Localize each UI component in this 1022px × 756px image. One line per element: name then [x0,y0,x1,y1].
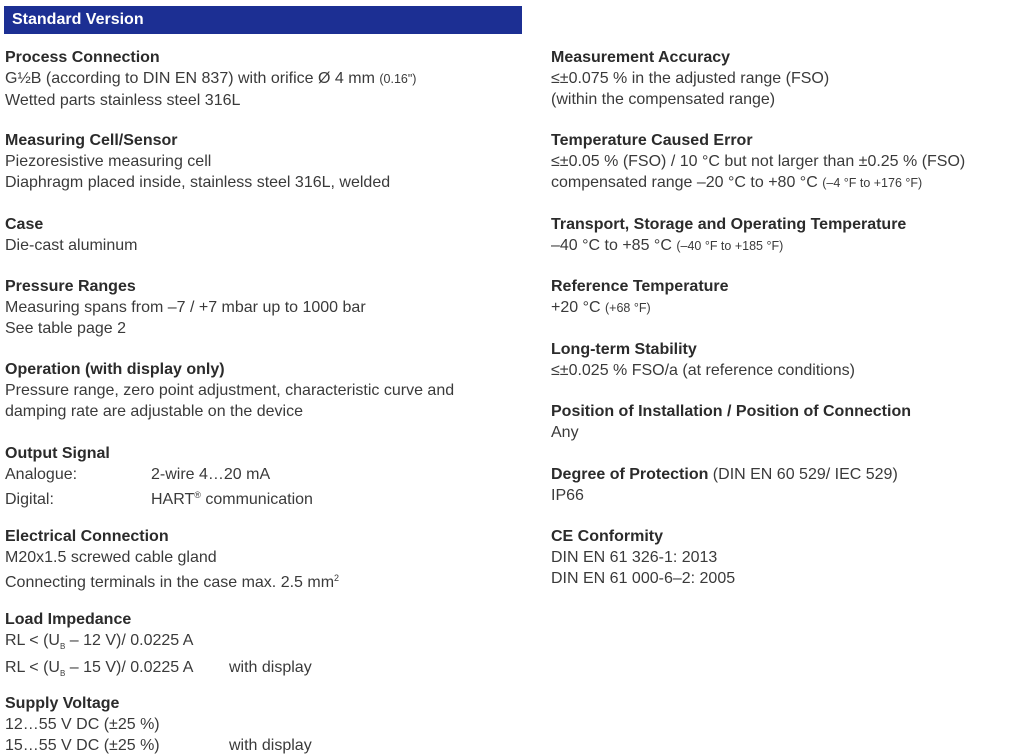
section-banner: Standard Version [4,6,522,34]
analogue-value: 2-wire 4…20 mA [151,466,271,483]
supply-voltage-section [5,693,535,756]
section-line: 12…55 V DC (±25 %) [5,716,160,733]
section-line: Measuring spans from –7 / +7 mbar up to 1000 bar [5,299,366,316]
section-line: Any [551,424,579,441]
section-line [5,464,535,485]
section-line: Pressure range, zero point adjustment, characteristic curve and [5,382,455,399]
temp-error-section [551,130,1021,194]
imperial-value: (+68 °F) [605,301,651,315]
standard-reference: (DIN EN 60 529/ IEC 529) [708,466,898,483]
section-line [5,735,535,756]
section-line: ≤±0.075 % in the adjusted range (FSO) [551,70,830,87]
section-line: Wetted parts stainless steel 316L [5,92,241,109]
section-heading: Process Connection [5,49,160,66]
imperial-value: (–4 °F to +176 °F) [822,176,923,190]
operation-section [5,359,535,422]
section-heading: Long-term Stability [551,341,697,358]
text: Connecting terminals in the case max. 2.5 mm [5,574,335,591]
section-heading: CE Conformity [551,528,663,545]
section-line: DIN EN 61 326-1: 2013 [551,549,718,566]
section-line: Piezoresistive measuring cell [5,153,212,170]
section-line [5,657,535,684]
output-signal-section [5,443,535,510]
text: +20 °C [551,299,601,316]
section-heading: Temperature Caused Error [551,132,753,149]
section-heading: Transport, Storage and Operating Temperature [551,216,907,233]
analogue-label: Analogue: [5,466,78,483]
imperial-value: (0.16") [379,72,417,86]
section-line: DIN EN 61 000-6–2: 2005 [551,570,736,587]
protection-section [551,464,1021,506]
stability-section [551,339,1021,381]
section-line: ≤±0.025 % FSO/a (at reference conditions) [551,362,855,379]
section-line: ≤±0.05 % (FSO) / 10 °C but not larger than ±0.25 % (FSO) [551,153,966,170]
section-line [551,297,1021,319]
digital-value-suffix: communication [200,491,313,508]
section-line [5,568,535,593]
section-line: IP66 [551,487,584,504]
section-heading: Electrical Connection [5,528,169,545]
superscript: 2 [334,573,340,583]
load-impedance-section [5,609,535,684]
section-line [5,68,535,90]
section-line: Die-cast aluminum [5,237,138,254]
section-heading: Load Impedance [5,611,132,628]
ce-section [551,526,1021,589]
section-line [5,485,535,510]
measuring-cell-section [5,130,535,193]
accuracy-section [551,47,1021,110]
section-heading: Pressure Ranges [5,278,136,295]
text: RL < (U [5,632,60,649]
case-section [5,214,535,256]
section-heading: Measuring Cell/Sensor [5,132,178,149]
transport-temp-section [551,214,1021,257]
installation-section [551,401,1021,443]
section-heading: Supply Voltage [5,695,120,712]
digital-value: HART [151,491,195,508]
subscript: B [59,642,66,651]
section-line: M20x1.5 screwed cable gland [5,549,217,566]
pressure-ranges-section [5,276,535,339]
display-note: with display [229,659,312,676]
section-line [5,630,535,657]
section-line [551,235,1021,257]
section-line: See table page 2 [5,320,126,337]
text: – 15 V)/ 0.0225 A [65,659,194,676]
section-line: damping rate are adjustable on the device [5,403,303,420]
section-heading: Measurement Accuracy [551,49,731,66]
section-line: Diaphragm placed inside, stainless steel 316L, welded [5,174,391,191]
registered-mark: ® [194,490,201,500]
subscript: B [59,669,66,678]
imperial-value: (–40 °F to +185 °F) [676,239,784,253]
process-connection-section [5,47,535,111]
section-heading-row [551,464,1021,485]
section-heading: Operation (with display only) [5,361,225,378]
text: compensated range –20 °C to +80 °C [551,174,818,191]
display-note: with display [229,737,312,754]
section-heading: Position of Installation / Position of Connection [551,403,911,420]
section-heading: Case [5,216,44,233]
section-heading: Output Signal [5,445,110,462]
reference-temp-section [551,276,1021,319]
digital-label: Digital: [5,491,54,508]
section-heading: Reference Temperature [551,278,729,295]
section-line: (within the compensated range) [551,91,776,108]
text: G½B (according to DIN EN 837) with orifice Ø 4 mm [5,70,375,87]
electrical-connection-section [5,526,535,593]
section-line [551,172,1021,194]
section-heading: Degree of Protection [551,466,709,483]
text: RL < (U [5,659,60,676]
text: 15…55 V DC (±25 %) [5,737,160,754]
text: – 12 V)/ 0.0225 A [65,632,194,649]
text: –40 °C to +85 °C [551,237,672,254]
